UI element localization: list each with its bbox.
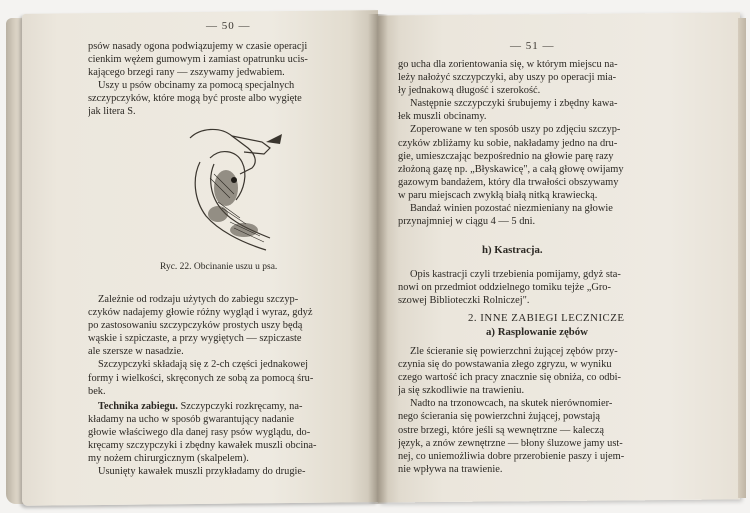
text-line: Szczypczyki składają się z 2-ch części jednakowej — [98, 359, 309, 371]
right-page-number: — 51 — — [510, 40, 555, 52]
text-line: Następnie szczypczyki śrubujemy i zbędny kawa- — [410, 98, 618, 110]
text-line: Uszy u psów obcinamy za pomocą specjalnych — [98, 80, 295, 92]
text-line: Zle ścieranie się powierzchni żującej zębów przy- — [410, 346, 618, 357]
text-line: łek muszli obcinamy. — [398, 111, 487, 123]
text-line: cienkim wężem gumowym i zamiast opatrunku ucis- — [88, 54, 308, 66]
text-line: my nożem chirurgicznym (skalpelem). — [88, 453, 249, 465]
text-line: nej, co uniemożliwia dobre przerobienie paszy i ujem- — [398, 450, 625, 462]
text-line: w paru miejscach zwykłą białą nitką krawiecką. — [398, 189, 598, 201]
left-text-top — [88, 40, 370, 119]
text-span: Szczypczyki rozkręcamy, na- — [177, 401, 303, 412]
text-line: Bandaż winien pozostać niezmieniany na głowie — [410, 203, 613, 215]
text-line: nowi on przedmiot oddzielnego tomiku tejże „Gro- — [398, 282, 611, 294]
text-line: Opis kastracji czyli trzebienia pomijamy, gdyż sta- — [410, 269, 621, 280]
text-line: złożoną gazę np. „Błyskawicę", a całą głowę owijamy — [398, 163, 624, 175]
dog-eye — [231, 177, 237, 183]
text-line: głowie właściwego dla danej rasy psów wyglądu, do- — [88, 427, 311, 439]
text-line: kładamy na ucho w sposób gwarantujący nadanie — [88, 414, 295, 426]
figure-caption: Ryc. 22. Obcinanie uszu u psa. — [160, 262, 278, 272]
text-line: ły jednakową długość i szerokość. — [398, 85, 541, 97]
text-line: czego wartość ich pracy znacznie się obniża, co odbi- — [398, 372, 622, 384]
text-line: Nadto na trzonowcach, na skutek nierównomier- — [410, 398, 613, 410]
left-text-technique — [88, 400, 370, 479]
left-page-number: — 50 — — [206, 20, 251, 32]
dog-ear-cropping-illustration — [170, 118, 290, 258]
text-line: kręcamy szczypczyki i zbędny kawałek muszli obcina- — [88, 440, 317, 452]
text-line: gie, umieszczając bezpośrednio na głowie parę razy — [398, 150, 614, 162]
chapter-heading: 2. INNE ZABIEGI LECZNICZE — [468, 312, 625, 324]
text-line: wąskie i szpiczaste, a przy wygiętych — szpiczaste — [88, 333, 302, 345]
text-line: bek. — [88, 385, 106, 397]
right-text-top — [398, 58, 720, 228]
left-text-bottom — [88, 293, 370, 398]
text-line: szowej Biblioteczki Rolniczej". — [398, 295, 530, 307]
text-line: kającego brzegi rany — zszywamy jedwabiem. — [88, 67, 285, 79]
text-line: Zoperowane w ten sposób uszy po zdjęciu szczyp- — [410, 124, 621, 136]
text-line: Usunięty kawałek muszli przykładamy do drugie- — [98, 466, 306, 478]
text-line: ostre brzegi, które jeśli są wewnętrzne — kaleczą — [398, 424, 604, 436]
text-line: nie wpływa na trawienie. — [398, 463, 503, 475]
text-line: nego ścierania się powierzchni żującej, powstają — [398, 411, 600, 423]
text-line: gazowym bandażem, który dla trwałości obszywamy — [398, 176, 619, 188]
text-line: przynajmniej w ciągu 4 — 5 dni. — [398, 216, 536, 228]
right-text-bottom — [398, 345, 720, 476]
text-line: czyków zbliżamy ku sobie, nakładamy jedno na dru- — [398, 137, 618, 149]
technique-label: Technika zabiegu. — [98, 401, 178, 412]
text-line: czyków nadajemy głowie różny wygląd i wyraz, gdyż — [88, 307, 313, 319]
text-line: szczypczyków, które mogą być proste albo wygięte — [88, 93, 302, 105]
text-line: po zastosowaniu szczypczyków prostych uszy będą — [88, 320, 303, 332]
text-line: psów nasady ogona podwiązujemy w czasie operacji — [88, 41, 308, 52]
text-line: ja się szkodliwie na trawieniu. — [398, 385, 525, 397]
sub-heading: a) Rasplowanie zębów — [486, 326, 588, 338]
text-line: formy i wielkości, skręconych ze sobą za pomocą śru- — [88, 372, 314, 384]
text-line: jak litera S. — [88, 106, 136, 118]
text-line: czynia się do powstawania złego zgryzu, w wyniku — [398, 359, 612, 371]
text-line: go ucha dla zorientowania się, w którym miejscu na- — [398, 59, 618, 70]
text-line: leży nałożyć szczypczyki, aby uszy po operacji mia- — [398, 72, 617, 84]
text-line: Zależnie od rodzaju użytych do zabiegu szczyp- — [98, 294, 299, 305]
text-line — [88, 400, 370, 413]
section-heading-kastracja: h) Kastracja. — [482, 244, 543, 256]
right-text-kastracja — [398, 268, 720, 307]
text-line: język, a znów zewnętrzne — błony śluzowe jamy ust- — [398, 437, 623, 449]
right-page-edge — [738, 18, 746, 498]
book-gutter — [368, 14, 388, 504]
text-line: ale szersze w nasadzie. — [88, 346, 184, 358]
